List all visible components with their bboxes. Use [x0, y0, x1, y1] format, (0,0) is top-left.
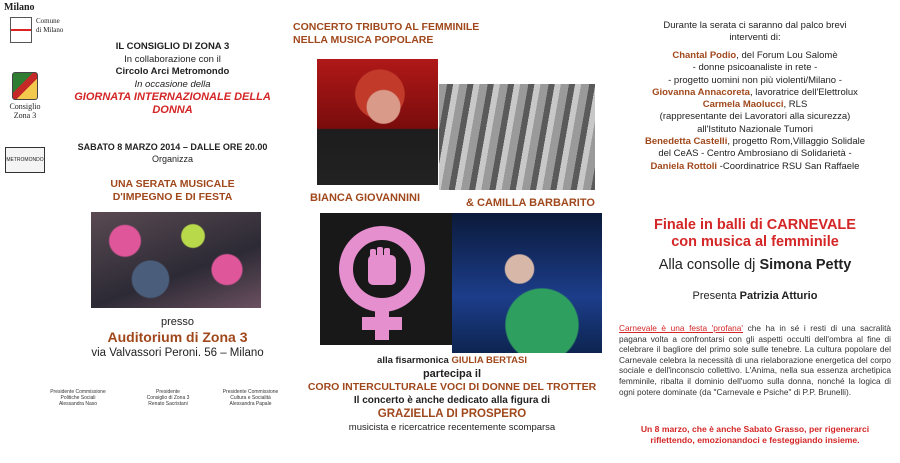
zona3-crest-icon: [12, 72, 38, 100]
signature-3-line3: Alessandra Papale: [229, 401, 272, 407]
signature-1-line1: Presidente Commissione: [50, 389, 106, 395]
camilla-barbarito-photo: [452, 213, 602, 353]
speaker-item: [612, 87, 898, 99]
finale-line2: con musica al femminile: [671, 234, 839, 250]
occasione-text: In occasione della: [134, 78, 211, 90]
comune-crest-icon: [10, 17, 32, 43]
closing-line2: riflettendo, emozionandoci e festeggiando insieme.: [650, 434, 860, 445]
event-date: SABATO 8 MARZO 2014 – DALLE ORE 20.00: [77, 142, 268, 152]
speaker-item: [612, 136, 898, 148]
carnevale-paragraph: [619, 323, 891, 397]
presso-text: presso: [160, 316, 195, 328]
speaker-desc: all'Istituto Nazionale Tumori: [697, 123, 813, 135]
comune-line2: di Milano: [36, 26, 64, 34]
consolle-line: [612, 256, 898, 274]
venue: [55, 315, 300, 361]
zona3-label: [0, 102, 50, 120]
musicista-text: musicista e ricercatrice recentemente scomparsa: [348, 422, 556, 433]
zona3-line1: Consiglio: [9, 102, 41, 111]
giornata-line1: GIORNATA INTERNAZIONALE DELLA: [74, 91, 271, 103]
signature-2: [133, 389, 203, 407]
fisa-name: GIULIA BERTASI: [451, 355, 527, 366]
speaker-name: Chantal Podio: [672, 50, 737, 61]
speaker-name: Benedetta Castelli: [644, 136, 728, 148]
speaker-desc: - progetto uomini non più violenti/Milano -: [668, 74, 842, 86]
presenta-name: Patrizia Atturio: [739, 290, 818, 302]
artist1-name: BIANCA GIOVANNINI: [310, 192, 420, 204]
closing-text: [612, 424, 898, 445]
serata-line1: UNA SERATA MUSICALE: [110, 178, 235, 190]
comune-label: [36, 17, 63, 35]
finale-line1: Finale in balli di CARNEVALE: [654, 217, 856, 233]
presenta-prefix: Presenta: [692, 290, 740, 302]
carnevale-text: che ha in sé i resti di una sacralità pagana volta a confrontarsi con gli aspetti occulti dell'ombra al fine di celebrare il bagliore del primo sole sulle tenebre. La cultura popolare del Carnevale celebra la necessità di una rielaborazione energetica del corpo sociale e dell'inconscio collettivo. L'Anima, nella sua essenza archetipica femminile, ribalta il dominio dell'uomo sulla donna, nonché la logica di ogni potere dominate (da "Carnevale e Psiche" di P.P. Brunelli).: [619, 323, 891, 397]
speaker-item: [612, 99, 898, 111]
giornata-line2: DONNA: [152, 104, 193, 116]
signature-2-line3: Renato Sacristani: [148, 401, 188, 407]
consolle-name: Simona Petty: [759, 257, 852, 273]
concerto-title-line2: NELLA MUSICA POPOLARE: [293, 34, 434, 46]
speaker-desc: , progetto Rom,Villaggio Solidale: [727, 136, 866, 148]
serata-heading: [55, 178, 290, 204]
collab-text: In collaborazione con il: [124, 53, 221, 65]
speaker-item: [612, 111, 898, 123]
intro-line1: Durante la serata ci saranno dal palco brevi: [663, 20, 847, 31]
consolle-prefix: Alla consolle dj: [658, 257, 760, 273]
protest-photo: [439, 84, 595, 190]
left-date: [55, 141, 290, 165]
organizza-text: Organizza: [151, 154, 194, 164]
artist2-name: & CAMILLA BARBARITO: [466, 197, 595, 209]
concerto-title-line1: CONCERTO TRIBUTO AL FEMMINILE: [293, 21, 480, 33]
signature-1-line3: Alessandra Naso: [58, 401, 98, 407]
partecipa-text: partecipa il: [422, 368, 482, 380]
speaker-item: [612, 50, 898, 62]
signature-2-line2: Consiglio di Zona 3: [146, 395, 190, 401]
crowd-photo: [91, 212, 261, 308]
bianca-giovannini-photo: [317, 59, 438, 185]
council-title: IL CONSIGLIO DI ZONA 3: [115, 41, 230, 52]
middle-credits: [292, 355, 612, 434]
speaker-name: Carmela Maolucci: [702, 99, 784, 111]
arci-logo-text: METROMONDO: [6, 157, 44, 163]
arci-metromondo-logo: [5, 147, 45, 173]
serata-line2: D'IMPEGNO E DI FESTA: [112, 191, 233, 203]
speaker-desc: - donne psicoanaliste in rete -: [692, 62, 818, 74]
speaker-item: [612, 148, 898, 160]
speaker-desc: , lavoratrice dell'Elettrolux: [749, 86, 858, 98]
presenta-line: [612, 289, 898, 303]
signature-3-line2: Cultura e Socialità: [230, 395, 271, 401]
feminist-symbol-panel: [320, 213, 452, 345]
circolo-name: Circolo Arci Metromondo: [115, 66, 230, 77]
right-intro: [612, 20, 898, 45]
finale-heading: [612, 217, 898, 251]
graziella-name: GRAZIELLA DI PROSPERO: [377, 408, 527, 420]
coro-name: CORO INTERCULTURALE VOCI DI DONNE DEL TROTTER: [307, 381, 597, 393]
left-intro: [55, 41, 290, 117]
speaker-item: [612, 75, 898, 87]
signature-3: [213, 389, 288, 407]
speaker-desc: (rappresentante dei Lavoratori alla sicurezza): [659, 111, 851, 123]
speaker-name: Giovanna Annacoreta: [652, 86, 750, 98]
intro-line2: interventi di:: [729, 32, 781, 44]
fisa-prefix: alla fisarmonica: [377, 355, 452, 366]
speaker-desc: -Coordinatrice RSU San Raffaele: [717, 160, 860, 172]
signature-1-line2: Politiche Sociali: [60, 395, 96, 401]
feminist-fist-icon: [320, 213, 452, 345]
speaker-name: Daniela Rottoli: [650, 160, 718, 172]
concerto-title: [293, 21, 573, 47]
comune-line1: Comune: [36, 17, 60, 25]
speaker-item: [612, 62, 898, 74]
speaker-list: [612, 50, 898, 173]
venue-address: via Valvassori Peroni. 56 – Milano: [91, 347, 264, 359]
closing-line1: Un 8 marzo, che è anche Sabato Grasso, per rigenerarci: [640, 424, 870, 434]
carnevale-lead: Carnevale è una festa 'profana': [619, 323, 743, 333]
milano-label: Milano: [4, 2, 35, 13]
signature-3-line1: Presidente Commissione: [222, 389, 279, 395]
signature-2-line1: Presidente: [156, 389, 180, 395]
auditorium-name: Auditorium di Zona 3: [107, 329, 248, 345]
dedicato-text: Il concerto è anche dedicato alla figura di: [353, 395, 551, 406]
signature-1: [43, 389, 113, 407]
speaker-item: [612, 124, 898, 136]
speaker-desc: , RLS: [783, 99, 808, 111]
speaker-item: [612, 161, 898, 173]
zona3-line2: Zona 3: [13, 111, 37, 120]
speaker-desc: , del Forum Lou Salomè: [736, 50, 838, 61]
speaker-desc: del CeAS - Centro Ambrosiano di Solidarietà -: [658, 148, 852, 160]
